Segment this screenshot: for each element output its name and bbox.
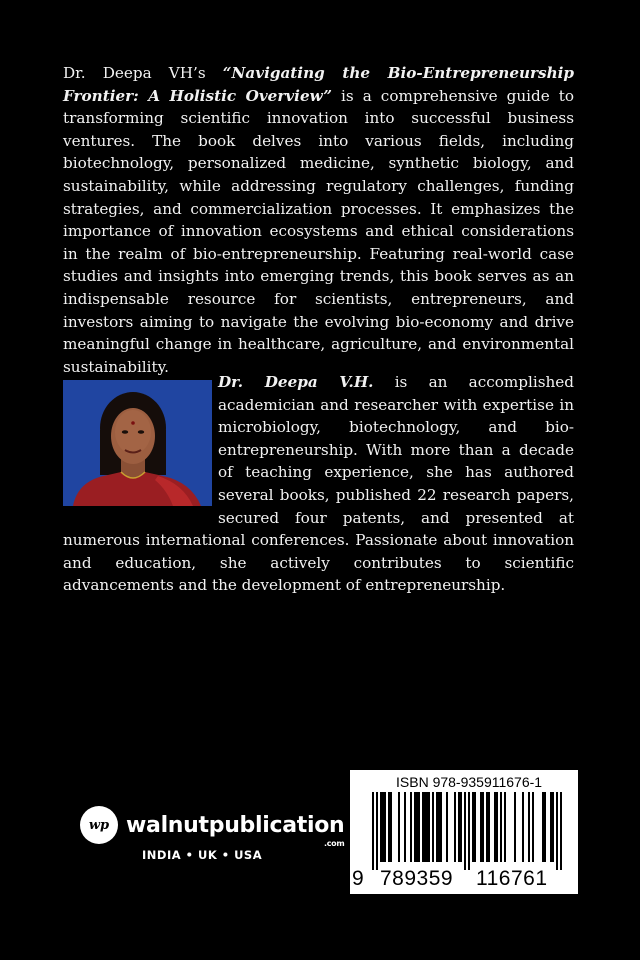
barcode-bar <box>428 792 430 862</box>
barcode-bar <box>488 792 490 862</box>
barcode-bar <box>542 792 544 862</box>
isbn-label: ISBN 978-935911676-1 <box>396 774 543 790</box>
barcode-bar <box>438 792 440 862</box>
barcode-bar <box>382 792 384 862</box>
author-bio <box>63 371 574 597</box>
barcode-left-digits: 789359 <box>380 867 454 890</box>
book-title: “Navigating the Bio-Entrepreneurship Frontier: A Holistic Overview” <box>63 64 575 105</box>
barcode-bar <box>472 792 474 862</box>
publisher-regions: INDIA • UK • USA <box>142 848 263 862</box>
barcode-bar <box>414 792 416 862</box>
barcode-bar <box>454 792 456 862</box>
barcode-bar <box>544 792 546 862</box>
publisher-name: walnutpublication <box>126 812 345 838</box>
barcode-bar <box>468 792 470 870</box>
barcode-bar <box>556 792 558 870</box>
barcode-bar <box>480 792 482 862</box>
barcode-bar <box>432 792 434 862</box>
barcode-bar <box>398 792 400 862</box>
barcode-bar <box>384 792 386 862</box>
isbn-barcode <box>350 770 578 894</box>
barcode-bar <box>436 792 438 862</box>
barcode-bar <box>496 792 498 862</box>
publisher-mark-icon <box>80 806 118 844</box>
barcode-bar <box>380 792 382 862</box>
publisher-logo <box>80 806 345 848</box>
barcode-bar <box>494 792 496 862</box>
barcode-bar <box>532 792 534 862</box>
publisher-domain-suffix: .com <box>324 838 345 848</box>
barcode-bar <box>474 792 476 862</box>
barcode-bar <box>376 792 378 870</box>
blurb-body: is a comprehensive guide to transforming scientific innovation into successful business ventures. The book delves into various fields, including biotechnology, personalized medicine, synthetic biology, and sustainability, while addressing regulatory challenges, funding strategies, and commercialization processes. It emphasizes the importance of innovation ecosystems and ethical considerations in the realm of bio-entrepreneurship. Featuring real-world case studies and insights into emerging trends, this book serves as an indispensable resource for scientists, entrepreneurs, and investors aiming to navigate the evolving bio-economy and drive meaningful change in healthcare, agriculture, and environmental sustainability. <box>63 86 575 376</box>
barcode-bar <box>514 792 516 862</box>
barcode-bar <box>426 792 428 862</box>
barcode-bar <box>388 792 390 862</box>
barcode-bar <box>446 792 448 862</box>
author-name: Dr. Deepa V.H. <box>218 373 374 391</box>
blurb-author-prefix: Dr. Deepa VH’s <box>63 64 223 82</box>
barcode-bar <box>416 792 418 862</box>
barcode-lead-digit: 9 <box>352 867 365 890</box>
barcode-bar <box>424 792 426 862</box>
publisher-name-block <box>126 812 345 848</box>
barcode-bar <box>552 792 554 862</box>
barcode-bar <box>372 792 374 870</box>
barcode-bar <box>422 792 424 862</box>
barcode-bar <box>410 792 412 862</box>
barcode-bar <box>504 792 506 862</box>
barcode-bar <box>528 792 530 862</box>
barcode-bar <box>560 792 562 870</box>
barcode-bar <box>390 792 392 862</box>
author-photo <box>63 380 212 506</box>
barcode-bar <box>404 792 406 862</box>
barcode-bar <box>458 792 460 862</box>
barcode-bar <box>460 792 462 862</box>
barcode-bar <box>482 792 484 862</box>
barcode-bar <box>464 792 466 870</box>
barcode-bar <box>418 792 420 862</box>
barcode-bar <box>550 792 552 862</box>
barcode-bar <box>486 792 488 862</box>
author-bio-text: is an accomplished academician and researcher with expertise in microbiology, biotechnology, and bio-entrepreneurship. With more than a decade of teaching experience, she has authored several books, published 22 research papers, secured four patents, and presented at numerous international conferences. Passionate about innovation and education, she actively contributes to scientific advancements and the development of entrepreneurship. <box>63 373 574 595</box>
barcode-right-digits: 116761 <box>476 867 548 890</box>
barcode-bar <box>440 792 442 862</box>
barcode-bar <box>522 792 524 862</box>
barcode-bar <box>500 792 502 862</box>
book-blurb <box>63 62 574 378</box>
publisher-mark-text: wp <box>88 817 110 833</box>
